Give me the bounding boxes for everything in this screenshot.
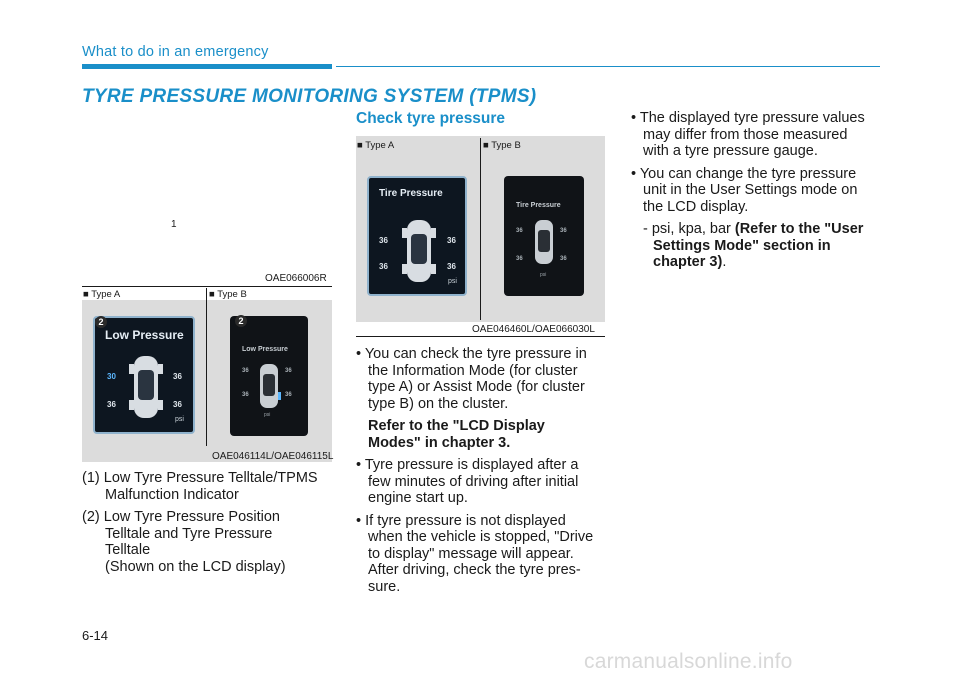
bullet-line: may differ from those measured xyxy=(643,126,848,143)
figure2-code: OAE046114L/OAE046115L xyxy=(212,451,334,462)
figure2-type-b-label: ■ Type B xyxy=(209,289,247,300)
cross-reference: Refer to the "LCD Display xyxy=(368,418,545,434)
figure3-divider xyxy=(480,138,481,320)
header-rule xyxy=(336,66,880,67)
pressure-unit: psi xyxy=(540,272,547,278)
bullet-display-delay: • Tyre pressure is displayed after a xyxy=(356,457,579,473)
header-bar xyxy=(82,64,332,69)
cross-reference: Modes" in chapter 3. xyxy=(368,434,511,451)
car-top-view-icon xyxy=(257,362,281,410)
screen-a-title: Tire Pressure xyxy=(379,188,443,199)
bullet-line: unit in the User Settings mode on xyxy=(643,182,858,198)
pressure-front-left: 30 xyxy=(107,372,116,381)
low-pressure-screen-b xyxy=(230,316,308,436)
cross-reference: (Refer to the "User xyxy=(734,221,864,237)
pressure-rear-left: 36 xyxy=(107,400,116,409)
bullet-line: type B) on the cluster. xyxy=(368,395,509,412)
middle-column-text xyxy=(356,346,606,595)
bullet-change-unit: • You can change the tyre pressure xyxy=(631,165,857,182)
cross-reference: Settings Mode" section in xyxy=(653,237,831,254)
bullet-check-pressure: • You can check the tyre pressure in xyxy=(356,346,587,362)
pressure-front-left: 36 xyxy=(242,368,249,374)
pressure-front-right: 36 xyxy=(560,228,567,234)
bullet-line: with a tyre pressure gauge. xyxy=(643,143,818,159)
pressure-rear-left: 36 xyxy=(516,256,523,262)
figure2-divider xyxy=(206,288,207,446)
bullet-line: After driving, check the tyre pres- xyxy=(368,562,581,578)
low-pressure-screen-a xyxy=(93,316,195,434)
punctuation: . xyxy=(722,254,727,270)
bullet-line: type A) or Assist Mode (for cluster xyxy=(368,379,585,395)
car-top-view-icon xyxy=(532,218,556,266)
screen-b-title: Tire Pressure xyxy=(516,202,561,209)
bullet-line: the Information Mode (for cluster xyxy=(368,362,578,379)
figure3-type-b-label: ■ Type B xyxy=(483,140,521,151)
pressure-rear-right: 36 xyxy=(285,392,292,398)
pressure-unit: psi xyxy=(448,278,457,285)
figure2-top-rule xyxy=(82,286,332,287)
watermark: carmanualsonline.info xyxy=(584,650,793,673)
section-header: What to do in an emergency xyxy=(82,44,269,60)
right-column-text xyxy=(631,110,883,271)
figure3-type-a-label: ■ Type A xyxy=(357,140,395,151)
legend-item-2-cont: Telltale xyxy=(105,542,151,558)
figure2-type-a-label: ■ Type A xyxy=(83,289,121,300)
screen-b-title: Low Pressure xyxy=(242,346,288,353)
figure3-code: OAE046460L/OAE066030L xyxy=(472,324,595,335)
pressure-front-right: 36 xyxy=(285,368,292,374)
pressure-rear-left: 36 xyxy=(242,392,249,398)
tire-pressure-screen-b xyxy=(504,176,584,296)
pressure-rear-right: 36 xyxy=(560,256,567,262)
legend-item-2: (2) Low Tyre Pressure Position xyxy=(82,509,280,525)
figure3-bottom-rule xyxy=(356,336,605,337)
pressure-rear-left: 36 xyxy=(379,262,388,271)
legend-item-2-cont: Telltale and Tyre Pressure xyxy=(105,525,273,542)
car-top-view-icon xyxy=(129,354,163,420)
legend-item-1: (1) Low Tyre Pressure Telltale/TPMS xyxy=(82,470,318,486)
figure1-code: OAE066006R xyxy=(265,273,327,284)
unit-options-list: - psi, kpa, bar xyxy=(643,221,735,237)
figure2-marker-a: 2 xyxy=(95,316,107,328)
bullet-not-displayed: • If tyre pressure is not displayed xyxy=(356,512,566,529)
page-title: TYRE PRESSURE MONITORING SYSTEM (TPMS) xyxy=(82,86,537,107)
cross-reference: chapter 3) xyxy=(653,254,723,270)
pressure-front-right: 36 xyxy=(173,372,182,381)
unit-options xyxy=(631,221,883,238)
pressure-rear-right: 36 xyxy=(173,400,182,409)
pressure-front-right: 36 xyxy=(447,236,456,245)
bullet-line: sure. xyxy=(368,578,401,595)
bullet-line: engine start up. xyxy=(368,490,468,506)
pressure-unit: psi xyxy=(175,416,184,423)
page-number: 6-14 xyxy=(82,628,109,643)
figure-legend xyxy=(82,470,337,575)
pressure-front-left: 36 xyxy=(379,236,388,245)
pressure-front-left: 36 xyxy=(516,228,523,234)
bullet-line: to display" message will appear. xyxy=(368,545,574,562)
bullet-line: when the vehicle is stopped, "Drive xyxy=(368,529,594,545)
car-top-view-icon xyxy=(402,218,436,284)
pressure-unit: psi xyxy=(264,412,271,418)
figure2-marker-b: 2 xyxy=(235,315,247,327)
figure1-marker: 1 xyxy=(171,219,177,230)
bullet-line: few minutes of driving after initial xyxy=(368,473,579,490)
bullet-values-differ: • The displayed tyre pressure values xyxy=(631,110,865,126)
bullet-line: the LCD display. xyxy=(643,198,749,215)
pressure-rear-right: 36 xyxy=(447,262,456,271)
legend-item-1-cont: Malfunction Indicator xyxy=(105,486,239,503)
screen-a-title: Low Pressure xyxy=(105,328,184,342)
legend-item-2-cont: (Shown on the LCD display) xyxy=(105,558,286,575)
tire-pressure-screen-a xyxy=(367,176,467,296)
subheading-check-pressure: Check tyre pressure xyxy=(356,110,506,127)
